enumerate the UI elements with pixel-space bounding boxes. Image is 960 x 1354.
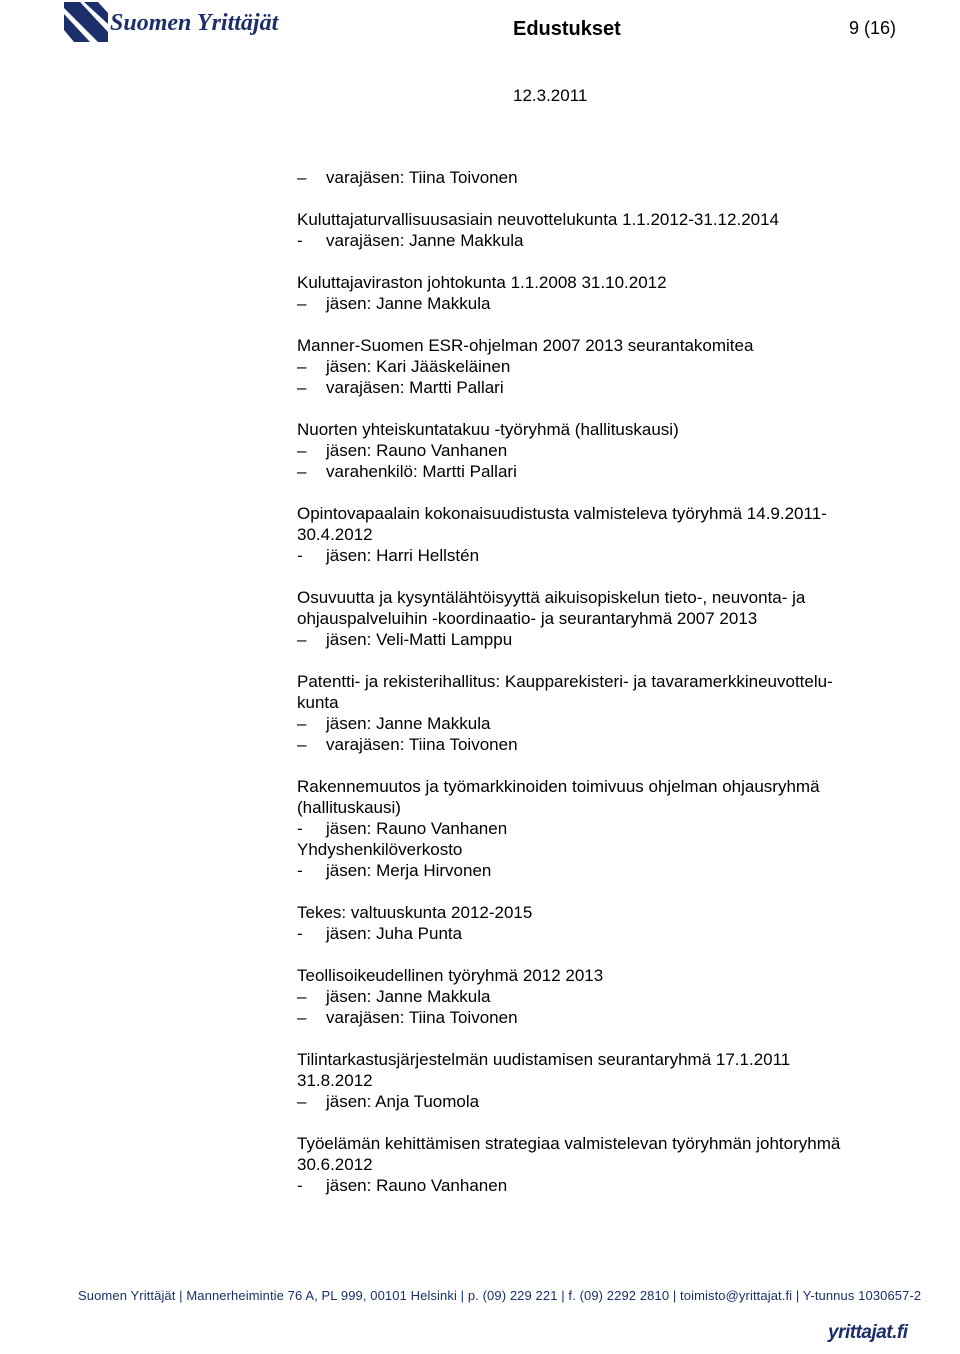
member-text: jäsen: Janne Makkula [326,987,491,1006]
dash-bullet: – [297,1092,307,1111]
section-heading-line: ohjauspalveluihin -koordinaatio- ja seurantaryhmä 2007 2013 [297,609,758,628]
footer-contact: Suomen Yrittäjät | Mannerheimintie 76 A, PL 999, 00101 Helsinki | p. (09) 229 221 | f. (09) 2292 2810 | toimisto@yrittajat.fi | Y-tunnus 1030657-2 [78,1288,922,1303]
member-line [297,713,897,734]
hyphen-bullet: - [297,819,303,838]
document-title: Edustukset [513,18,621,40]
member-line [297,356,897,377]
member-text: varajäsen: Janne Makkula [326,231,524,250]
member-text: jäsen: Veli-Matti Lamppu [326,630,513,649]
member-line [297,230,897,251]
member-line [297,1091,897,1112]
representation-section [297,1049,897,1112]
page-header [0,0,960,110]
representation-section [297,209,897,251]
dash-bullet: – [297,441,307,460]
representation-section [297,587,897,650]
section-heading-line: Kuluttajaviraston johtokunta 1.1.2008 31.10.2012 [297,273,667,292]
representation-section [297,272,897,314]
member-line [297,440,897,461]
representation-section [297,503,897,566]
representation-section [297,965,897,1028]
section-heading-line: Yhdyshenkilöverkosto [297,840,463,859]
member-text: varahenkilö: Martti Pallari [326,462,517,481]
representation-section [297,335,897,398]
dash-bullet: – [297,357,307,376]
hyphen-bullet: - [297,231,303,250]
dash-bullet: – [297,294,307,313]
logo-mark-icon [64,2,108,42]
member-text: varajäsen: Tiina Toivonen [326,1008,518,1027]
suomen-yrittajat-logo [64,2,294,44]
dash-bullet: – [297,462,307,481]
member-line [297,545,897,566]
member-line [297,167,897,188]
member-text: jäsen: Rauno Vanhanen [326,1176,508,1195]
member-text: jäsen: Juha Punta [326,924,463,943]
member-text: jäsen: Merja Hirvonen [326,861,492,880]
section-heading-line: Opintovapaalain kokonaisuudistusta valmisteleva työryhmä 14.9.2011- [297,504,827,523]
section-heading-line: Patentti- ja rekisterihallitus: Kaupparekisteri- ja tavaramerkkineuvottelu- [297,672,833,691]
dash-bullet: – [297,630,307,649]
member-line [297,923,897,944]
member-line [297,461,897,482]
dash-bullet: – [297,714,307,733]
member-text: jäsen: Rauno Vanhanen [326,441,508,460]
section-heading-line: Osuvuutta ja kysyntälähtöisyyttä aikuisopiskelun tieto-, neuvonta- ja [297,588,806,607]
section-heading-line: Kuluttajaturvallisuusasiain neuvottelukunta 1.1.2012-31.12.2014 [297,210,780,229]
section-heading-line: Rakennemuutos ja työmarkkinoiden toimivuus ohjelman ohjausryhmä [297,777,820,796]
member-text: jäsen: Anja Tuomola [326,1092,480,1111]
hyphen-bullet: - [297,546,303,565]
member-line [297,1175,897,1196]
section-heading-line: (hallituskausi) [297,798,401,817]
section-heading-line: Työelämän kehittämisen strategiaa valmistelevan työryhmän johtoryhmä [297,1134,841,1153]
section-heading-line: 30.4.2012 [297,525,373,544]
footer-brand-logo: yrittajat.fi [828,1322,908,1343]
member-line [297,734,897,755]
member-text: jäsen: Kari Jääskeläinen [326,357,511,376]
document-body [297,167,897,1217]
section-heading-line: Tilintarkastusjärjestelmän uudistamisen seurantaryhmä 17.1.2011 [297,1050,791,1069]
hyphen-bullet: - [297,1176,303,1195]
representation-section [297,671,897,755]
member-line [297,986,897,1007]
member-line [297,377,897,398]
member-line [297,1007,897,1028]
hyphen-bullet: - [297,924,303,943]
member-text: jäsen: Janne Makkula [326,294,491,313]
member-line [297,860,897,881]
hyphen-bullet: - [297,861,303,880]
section-heading-line: Nuorten yhteiskuntatakuu -työryhmä (hallituskausi) [297,420,679,439]
member-line [297,293,897,314]
representation-section [297,419,897,482]
representation-section [297,1133,897,1196]
document-date: 12.3.2011 [513,86,588,105]
section-heading-line: 31.8.2012 [297,1071,373,1090]
member-text: jäsen: Janne Makkula [326,714,491,733]
member-text: jäsen: Harri Hellstén [326,546,480,565]
section-heading-line: Manner-Suomen ESR-ohjelman 2007 2013 seurantakomitea [297,336,754,355]
member-line [297,629,897,650]
section-heading-line: 30.6.2012 [297,1155,373,1174]
representation-section [297,167,897,188]
dash-bullet: – [297,1008,307,1027]
member-text: jäsen: Rauno Vanhanen [326,819,508,838]
page-number: 9 (16) [849,18,897,38]
member-text: varajäsen: Martti Pallari [326,378,504,397]
logo-text: Suomen Yrittäjät [110,10,279,36]
dash-bullet: – [297,168,307,187]
representation-section [297,776,897,881]
dash-bullet: – [297,378,307,397]
representation-section [297,902,897,944]
member-text: varajäsen: Tiina Toivonen [326,168,518,187]
section-heading-line: Tekes: valtuuskunta 2012-2015 [297,903,533,922]
dash-bullet: – [297,735,307,754]
dash-bullet: – [297,987,307,1006]
section-heading-line: kunta [297,693,339,712]
member-line [297,818,897,839]
section-heading-line: Teollisoikeudellinen työryhmä 2012 2013 [297,966,604,985]
member-text: varajäsen: Tiina Toivonen [326,735,518,754]
